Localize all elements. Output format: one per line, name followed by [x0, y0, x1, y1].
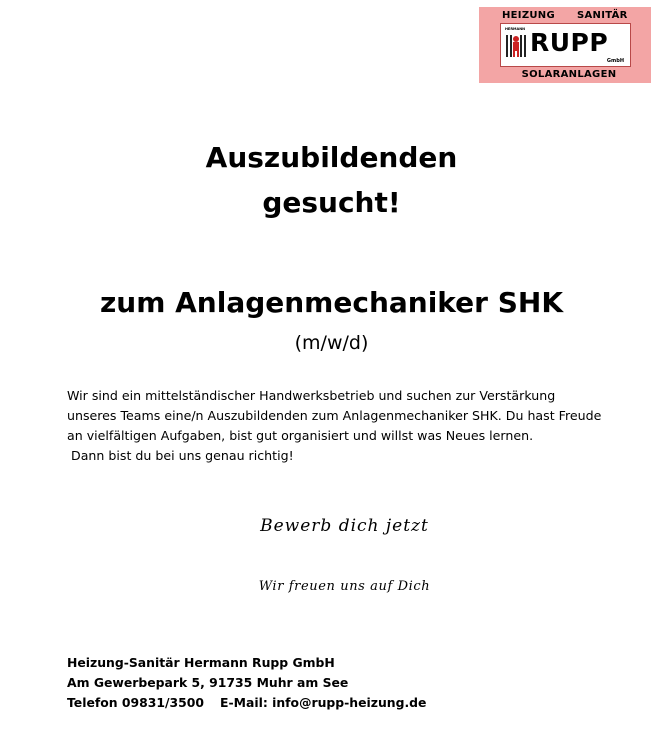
closing-text: Wir freuen uns auf Dich [258, 579, 431, 594]
position-title: zum Anlagenmechaniker SHK [99, 286, 564, 319]
company-logo [479, 7, 651, 83]
company-name: Heizung-Sanitär Hermann Rupp GmbH [67, 655, 335, 670]
gender-note: (m/w/d) [294, 332, 369, 354]
logo-name-box [500, 23, 631, 67]
logo-sanitary-label: SANITÄR [577, 10, 628, 21]
apply-now-text: Bewerb dich jetzt [260, 516, 429, 536]
description-line: Dann bist du bei uns genau richtig! [67, 448, 294, 463]
phone-number: Telefon 09831/3500 [67, 695, 205, 710]
logo-company-name: RUPP [530, 28, 609, 57]
job-description [67, 386, 627, 466]
logo-legal-form: GmbH [606, 58, 624, 64]
worker-figure-icon [505, 33, 527, 59]
logo-first-name: HERMANN [505, 27, 526, 31]
contact-block [67, 653, 426, 713]
company-address: Am Gewerbepark 5, 91735 Muhr am See [67, 675, 349, 690]
logo-heating-label: HEIZUNG [502, 10, 555, 21]
headline-line-2: gesucht! [262, 186, 401, 219]
logo-solar-label: SOLARANLAGEN [521, 69, 617, 80]
description-line: unseres Teams eine/n Auszubildenden zum Anlagenmechaniker SHK. Du hast Freude [67, 408, 602, 423]
email-address[interactable]: E-Mail: info@rupp-heizung.de [220, 695, 427, 710]
headline-line-1: Auszubildenden [205, 141, 458, 174]
description-line: an vielfältigen Aufgaben, bist gut organisiert und willst was Neues lernen. [67, 428, 534, 443]
logo-bottom-band [479, 68, 651, 83]
description-line: Wir sind ein mittelständischer Handwerksbetrieb und suchen zur Verstärkung [67, 388, 556, 403]
logo-top-band [479, 9, 651, 24]
contact-line [67, 693, 426, 713]
